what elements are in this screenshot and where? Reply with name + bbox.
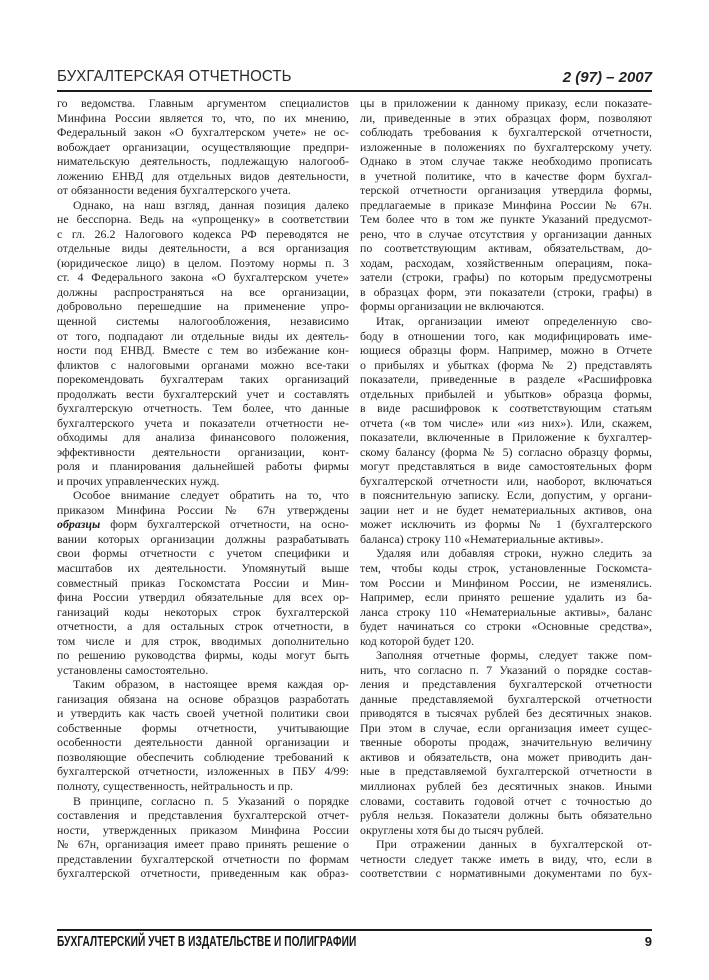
text-line: в образцах форм, эти показатели (строки, графы) в: [360, 284, 652, 299]
text-line: предлагаемые в приказе Минфина России № 67н.: [360, 197, 652, 212]
text-line: ганизаций коды некоторых строк бухгалтерской: [57, 604, 349, 619]
journal-title: БУХГАЛТЕРСКИЙ УЧЕТ В ИЗДАТЕЛЬСТВЕ И ПОЛИГРАФИИ: [57, 934, 357, 950]
text-line: Особое внимание следует обратить на то, что: [73, 488, 349, 503]
text-line: ганизация обязана на основе образцов разработать: [57, 691, 349, 706]
text-line: ли, приведенные в этих образцах форм, позволяют: [360, 110, 652, 125]
text-line: должны распространяться на все организации,: [57, 284, 349, 299]
text-line: отдельных прибылей и убытков» образца формы,: [360, 386, 652, 401]
text-line: ложению ЕНВД для отдельных видов деятельности,: [57, 168, 349, 183]
text-line: показатели, приведенные в разделе «Расшифровка: [360, 372, 652, 387]
section-title: БУХГАЛТЕРСКАЯ ОТЧЕТНОСТЬ: [57, 68, 292, 85]
text-line: бухгалтерской отчетности, изложенных в ПБУ 4/99:: [57, 764, 349, 779]
article-body: [57, 96, 652, 881]
text-line: ющиеся образцы форм. Например, можно в Отчете: [360, 343, 652, 358]
paragraph: [57, 96, 349, 198]
text-line: бухгалтерской отчетности или, наоборот, включаться: [360, 473, 652, 488]
text-line: бухгалтерскую отчетность. Тем более, что данные: [57, 401, 349, 416]
text-line: терской отчетности организация утвердила формы,: [360, 183, 652, 198]
text-line: фликтов с налоговыми органами можно все-таки: [57, 357, 349, 372]
text-line: нимательскую деятельность, подлежащую налогооб-: [57, 154, 349, 169]
text-line: в пояснительную записку. Если, допустим, у органи-: [360, 488, 652, 503]
text-line: бухгалтерской отчетности, приведенным как образ-: [57, 866, 349, 881]
text-line: Например, если принято решение удалить из ба-: [360, 590, 652, 605]
text-line: особенности деятельности данной организации и: [57, 735, 349, 750]
text-line: отчета («в том числе» или «из них»). Или, скажем,: [360, 415, 652, 430]
text-line: миллионах рублей без десятичных знаков. Иными: [360, 778, 652, 793]
text-line: (юридическое лицо) в целом. Поэтому нормы п. 3: [57, 255, 349, 270]
text-line: показатели, включенные в Приложение к бухгалтер-: [360, 430, 652, 445]
text-line: Однако в этом случае также необходимо прописать: [360, 154, 652, 169]
emphasis-text: образцы: [57, 517, 101, 532]
paragraph: [360, 314, 652, 547]
text-line: ст. 4 Федерального закона «О бухгалтерском учете»: [57, 270, 349, 285]
text-line: соблюдать требования к бухгалтерской отчетности,: [360, 125, 652, 140]
text-line: роля и планирования дальнейшей работы фирмы: [57, 459, 349, 474]
text-line: масштабов их деятельности. Упомянутый выше: [57, 561, 349, 575]
text-line: по решению руководства фирмы, коды могут быть: [57, 648, 349, 663]
text-line: скому балансу (форма № 5) согласно образцу формы,: [360, 444, 652, 459]
text-line: боду в отношении того, как модифицировать име-: [360, 328, 652, 343]
text-line: по соответствующим активам, обязательствам, до-: [360, 241, 652, 256]
text-line: продолжать вести бухгалтерский учет и составлять: [57, 386, 349, 401]
text-line: При этом в случае, если организация имеет сущес-: [360, 720, 652, 735]
text-line: о прибылях и убытках (форма № 2) представлять: [360, 357, 652, 372]
text-line: ности под ЕНВД. Вместе с тем во избежание кон-: [57, 343, 349, 358]
text-line: вобождает организации, осуществляющие предпри-: [57, 139, 349, 154]
text-line: будет начинаться со строки «Основные средства»,: [360, 619, 652, 634]
paragraph: [360, 837, 652, 881]
text-line: том России и Минфином России, не изменялись.: [360, 575, 652, 590]
text-line: вании которых организации должны разрабатывать: [57, 531, 349, 546]
text-line: данные представляемой бухгалтерской отчетности: [360, 691, 652, 706]
text-line: ные в представляемой бухгалтерской отчетности в: [360, 764, 652, 779]
text-line: полноту, существенность, нейтральность и пр.: [57, 778, 294, 793]
text-line: свои формы отчетности с учетом специфики и: [57, 546, 349, 561]
text-line: код которой будет 120.: [360, 633, 475, 648]
paragraph: [57, 794, 349, 881]
text-line: от того, подпадают ли отдельные виды их деятель-: [57, 328, 349, 343]
text-line: рубля нельзя. Показатели должны быть обязательно: [360, 808, 652, 823]
page-footer: [57, 929, 652, 950]
text-line: ходам, расходам, хозяйственным операциям, пока-: [360, 255, 652, 270]
text-line: бухгалтерского учета и показатели отчетности не-: [57, 415, 349, 430]
text-line: щенной системы налогообложения, независимо: [57, 313, 349, 328]
text-line: Минфина России является то, что, по их мнению,: [57, 110, 349, 125]
page-header: [57, 60, 652, 92]
text-line: затели (строки, графы) по которым предусмотрены: [360, 270, 652, 285]
text-line: баланса) строку 110 «Нематериальные активы».: [360, 531, 604, 546]
issue-number: 2 (97) – 2007: [562, 69, 652, 86]
text-line: представлении бухгалтерской отчетности по формам: [57, 851, 349, 866]
text-line: добровольно перешедшие на применение упро-: [57, 299, 349, 314]
text-line: приказом Минфина России № 67н утверждены: [57, 502, 349, 517]
text-line: В принципе, согласно п. 5 Указаний о порядке: [73, 793, 349, 808]
text-line: позволяющие обеспечить соблюдение требований к: [57, 749, 349, 764]
text-line: обходимы для анализа финансового положения,: [57, 430, 349, 445]
text-line: № 67н, организация имеет право принять решение о: [57, 837, 349, 852]
text-line: ления и представления бухгалтерской отчетности: [360, 677, 652, 692]
text-line: соответствии с нормативными документами по бух-: [360, 866, 652, 881]
text-line: Однако, на наш взгляд, данная позиция далеко: [73, 197, 349, 212]
text-line: отчетности, а для остальных строк отчетности, в: [57, 619, 349, 634]
text-line: с гл. 26.2 Налогового кодекса РФ переводятся не: [57, 226, 349, 241]
text-line: нить, что согласно п. 7 Указаний о порядке состав-: [360, 662, 652, 677]
text-line: в учетной политике, что в качестве форм бухгал-: [360, 168, 652, 183]
text-line: и прочих управленческих нужд.: [57, 473, 220, 488]
text-line: го ведомства. Главным аргументом специалистов: [57, 96, 349, 110]
text-line: и утвердить как часть своей учетной политики свои: [57, 706, 349, 721]
text-line: Тем более что в том же пункте Указаний предусмот-: [360, 212, 652, 227]
paragraph: [360, 546, 652, 648]
text-line: Удаляя или добавляя строки, нужно следить за: [376, 546, 652, 561]
text-line: четности следует также иметь в виду, что, если в: [360, 851, 652, 866]
text-line: тем, чтобы коды строк, установленные Госкомста-: [360, 561, 652, 575]
text-line: порекомендовать бухгалтерам таких организаций: [57, 372, 349, 387]
paragraph: [360, 648, 652, 837]
text-column-left: [57, 96, 349, 881]
text-line: от обязанности ведения бухгалтерского учета.: [57, 183, 291, 198]
text-line: не бесспорна. Ведь на «упрощенку» в соответствии: [57, 212, 349, 227]
text-line: зации нет и не будет нематериальных активов, она: [360, 502, 652, 517]
text-line: в виде расшифровок к соответствующим статьям: [360, 401, 652, 416]
text-line: При отражении данных в бухгалтерской от-: [376, 837, 652, 852]
text-line: активов и обязательств, она может приводить дан-: [360, 749, 652, 764]
text-line: округлены хотя бы до тысяч рублей.: [360, 822, 544, 837]
text-line: ности, утвержденных приказом Минфина России: [57, 822, 349, 837]
text-line: совместный приказ Госкомстата России и Мин-: [57, 575, 349, 590]
text-line: изложенные в положениях по бухгалтерскому учету.: [360, 139, 652, 154]
text-line: установлены самостоятельно.: [57, 662, 209, 677]
text-line: ланса строку 110 «Нематериальные активы», баланс: [360, 604, 652, 619]
text-line: составления и представления бухгалтерской отчет-: [57, 808, 349, 823]
text-line: цы в приложении к данному приказу, если показате-: [360, 96, 652, 110]
text-line: собственные формы отчетности, учитывающие: [57, 720, 349, 735]
text-line: рено, что в случае отсутствия у организации данных: [360, 226, 652, 241]
paragraph: [57, 677, 349, 793]
paragraph: [57, 488, 349, 677]
text-line: формы организации не включаются.: [360, 299, 545, 314]
text-line: Федеральный закон «О бухгалтерском учете» не ос-: [57, 125, 349, 140]
text-line: могут представляться в виде самостоятельных форм: [360, 459, 652, 474]
text-line: фина России утвердил обязательные для всех ор-: [57, 590, 349, 605]
paragraph: [360, 96, 652, 314]
text-line: том числе и для строк, вводимых дополнительно: [57, 633, 349, 648]
text-line: словами, составить годовой отчет с точностью до: [360, 793, 652, 808]
text-line: может исключить из формы № 1 (бухгалтерского: [360, 517, 652, 532]
page-number: 9: [644, 934, 652, 949]
text-line: Заполняя отчетные формы, следует также пом-: [376, 648, 652, 663]
paragraph: [57, 198, 349, 489]
text-line: образцы форм бухгалтерской отчетности, на осно-: [57, 517, 349, 532]
text-line: отдельные виды деятельности, а вся организация: [57, 241, 349, 256]
text-line: Итак, организации имеют определенную сво-: [376, 313, 652, 328]
text-line: Таким образом, в настоящее время каждая ор-: [73, 677, 349, 692]
text-line: приводятся в тысячах рублей без десятичных знаков.: [360, 706, 652, 721]
text-line: твенные обороты продаж, значительную величину: [360, 735, 652, 750]
text-line: эффективности деятельности организации, конт-: [57, 444, 349, 459]
text-column-right: [360, 96, 652, 881]
